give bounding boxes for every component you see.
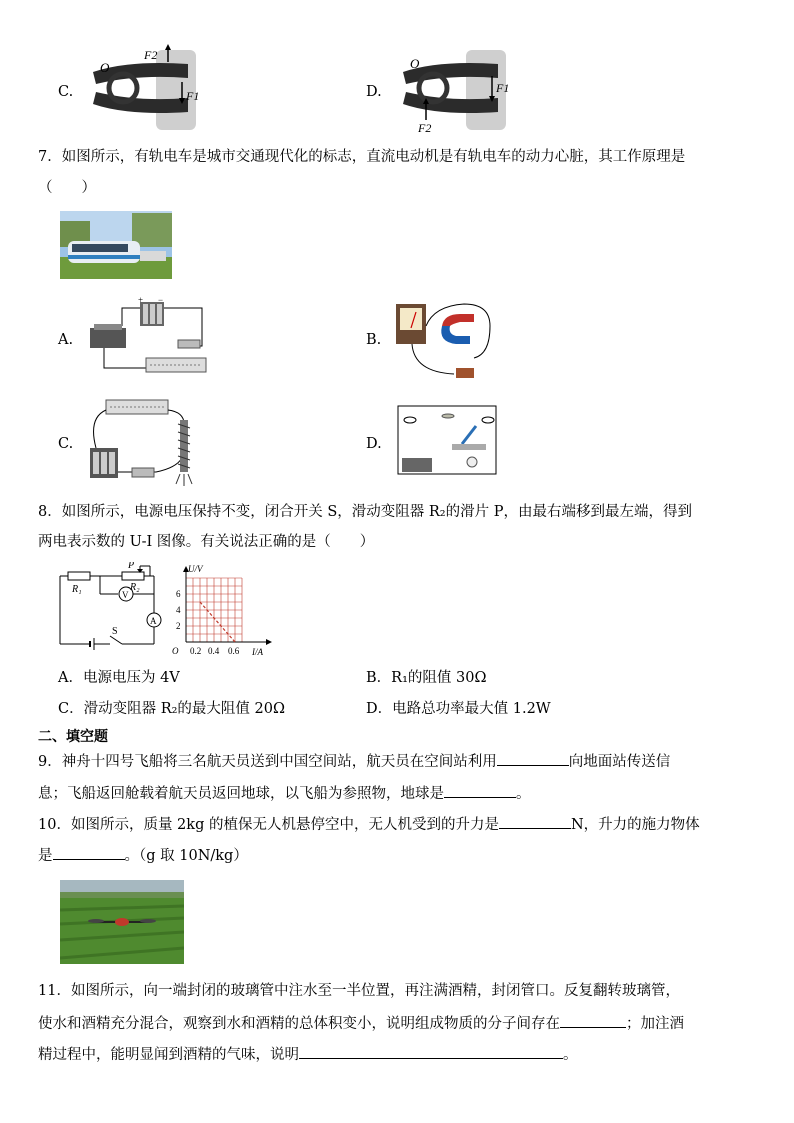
drone-photo <box>60 880 184 964</box>
circuit-r2: R₂ <box>130 582 140 593</box>
q8-option-d: D．电路总功率最大值 1.2W <box>366 701 551 717</box>
option-c-label: C. <box>58 84 74 100</box>
q9-line2 <box>38 783 531 804</box>
q8-ui-graph <box>166 562 276 662</box>
clip-d-f2: F2 <box>418 121 432 134</box>
graph-ytick-2: 2 <box>176 621 181 631</box>
clip-c-f2: F2 <box>144 48 158 62</box>
clip-figure-d <box>398 42 524 138</box>
q11-line3 <box>38 1044 578 1065</box>
q7-option-a-label: A. <box>58 332 74 348</box>
q10-line1-b: N，升力的施力物体 <box>570 817 700 833</box>
q7-option-d-figure <box>396 404 500 482</box>
section-title: 二、填空题 <box>38 729 108 745</box>
circuit-s: S <box>112 626 118 637</box>
q7-line1: 7．如图所示，有轨电车是城市交通现代化的标志，直流电动机是有轨电车的动力心脏，其工作原理是 <box>38 149 686 165</box>
q11-line2-a: 使水和酒精充分混合，观察到水和酒精的总体积变小，说明组成物质的分子间存在 <box>38 1016 560 1032</box>
circuit-a: A <box>150 616 157 626</box>
q10-line2-a: 是 <box>38 848 53 864</box>
q11-blank-1[interactable] <box>560 1013 626 1028</box>
q9-blank-1[interactable] <box>497 751 569 766</box>
q7-option-b-label: B. <box>366 332 382 348</box>
q10-line2 <box>38 845 248 866</box>
tram-photo <box>60 211 172 279</box>
q7-option-c-label: C. <box>58 436 74 452</box>
q9-line1 <box>38 751 670 772</box>
q8-option-c: C．滑动变阻器 R₂的最大阻值 20Ω <box>58 701 286 717</box>
clip-figure-c <box>88 42 206 138</box>
q8-line1: 8．如图所示，电源电压保持不变，闭合开关 S，滑动变阻器 R₂的滑片 P，由最右端移到最左端，得到 <box>38 504 692 520</box>
q9-blank-2[interactable] <box>444 783 516 798</box>
graph-ylabel: U/V <box>188 564 203 574</box>
q9-line2-a: 息；飞船返回舱载着航天员返回地球，以飞船为参照物，地球是 <box>38 786 444 802</box>
q7-option-b-figure <box>394 296 498 390</box>
q8-line2: 两电表示数的 U-I 图像。有关说法正确的是（ ） <box>38 534 375 550</box>
q9-line2-b: 。 <box>516 786 531 802</box>
q10-blank-2[interactable] <box>53 845 125 860</box>
graph-xlabel: I/A <box>252 647 263 657</box>
graph-xtick-02: 0.2 <box>190 646 202 656</box>
q9-line1-a: 9．神舟十四号飞船将三名航天员送到中国空间站，航天员在空间站利用 <box>38 754 497 770</box>
graph-xtick-04: 0.4 <box>208 646 220 656</box>
q11-line3-b: 。 <box>563 1047 578 1063</box>
q7-line2: （ ） <box>38 180 96 196</box>
circuit-v: V <box>122 590 129 600</box>
clip-d-f1: F1 <box>496 81 510 95</box>
q8-option-a: A．电源电压为 4V <box>58 670 180 686</box>
q11-line3-a: 精过程中，能明显闻到酒精的气味，说明 <box>38 1047 299 1063</box>
circuit-p: P <box>128 562 135 571</box>
q10-line1 <box>38 814 700 835</box>
graph-ytick-6: 6 <box>176 589 181 599</box>
circuit-r1: R₁ <box>72 584 82 595</box>
graph-xtick-06: 0.6 <box>228 646 240 656</box>
option-d-label: D. <box>366 84 382 100</box>
q10-line2-b: 。（g 取 10N/kg） <box>124 848 248 864</box>
q7-option-a-figure <box>86 296 210 388</box>
q11-line2-b: ；加注酒 <box>626 1016 684 1032</box>
clip-c-o: O <box>100 60 110 75</box>
q10-line1-a: 10．如图所示，质量 2kg 的植保无人机悬停空中，无人机受到的升力是 <box>38 817 499 833</box>
q7-option-d-label: D. <box>366 436 382 452</box>
clip-d-o: O <box>410 56 420 71</box>
q11-line1: 11．如图所示，向一端封闭的玻璃管中注水至一半位置，再注满酒精，封闭管口。反复翻转玻璃管， <box>38 983 680 999</box>
q8-option-b: B．R₁的阻值 30Ω <box>366 670 487 686</box>
graph-origin: O <box>172 646 179 656</box>
q7a-plus: + <box>138 296 144 305</box>
graph-ytick-4: 4 <box>176 605 181 615</box>
q10-blank-1[interactable] <box>499 814 571 829</box>
q7a-minus: − <box>158 296 164 305</box>
q8-circuit-diagram <box>54 562 166 656</box>
q11-blank-2[interactable] <box>299 1044 563 1059</box>
q11-line2 <box>38 1013 684 1034</box>
q7-option-c-figure <box>86 398 200 492</box>
q9-line1-b: 向地面站传送信 <box>568 754 671 770</box>
clip-c-f1: F1 <box>186 89 200 103</box>
